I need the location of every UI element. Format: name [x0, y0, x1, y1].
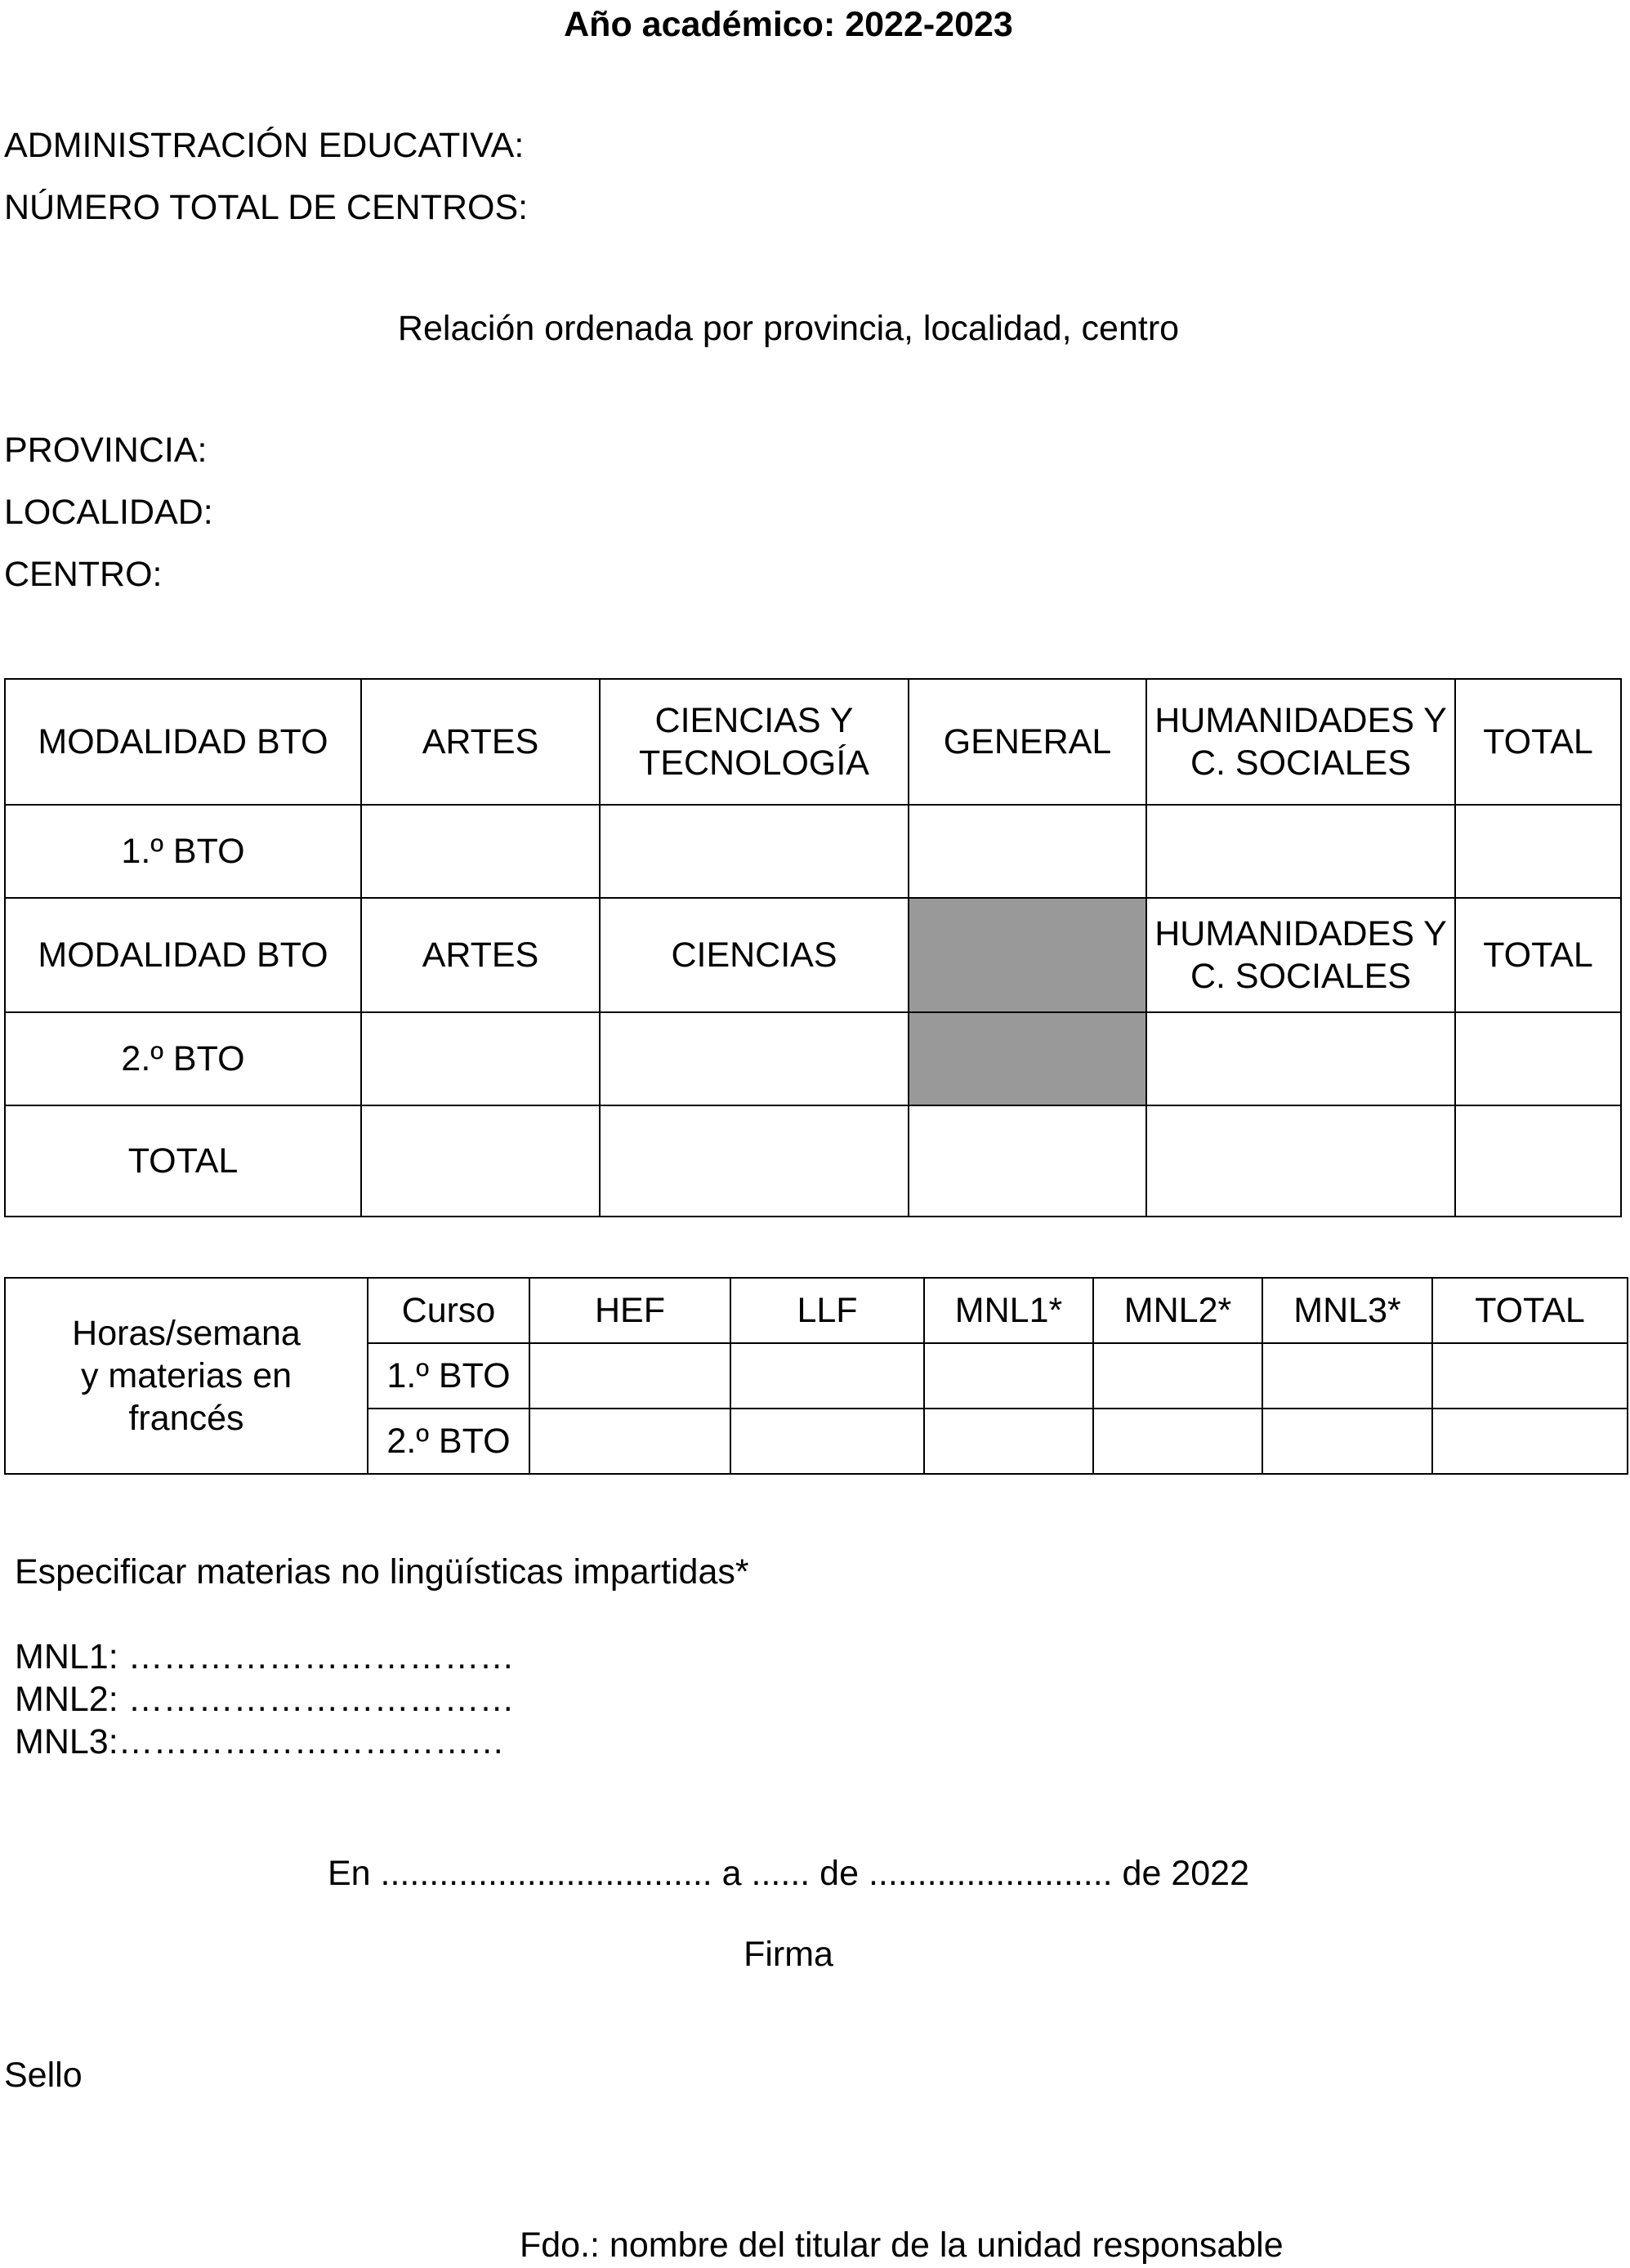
input-cell[interactable] [600, 805, 909, 898]
input-cell[interactable] [1093, 1409, 1262, 1474]
sello-label: Sello [4, 2056, 83, 2095]
humanidades-header-cell: HUMANIDADES Y C. SOCIALES [1146, 898, 1455, 1012]
input-cell[interactable] [909, 805, 1146, 898]
input-cell[interactable] [1262, 1343, 1432, 1409]
input-cell[interactable] [1146, 1012, 1455, 1105]
table-row [5, 1105, 1621, 1217]
mnl2-line: MNL2: …………………………… [15, 1680, 515, 1719]
ciencias-tecnologia-header-cell: CIENCIAS Y TECNOLOGÍA [600, 679, 909, 805]
bto-modality-table [4, 678, 1622, 1217]
total-row-label-cell: TOTAL [5, 1105, 361, 1217]
mnl1-header-cell: MNL1* [924, 1278, 1093, 1343]
input-cell[interactable] [361, 805, 600, 898]
fdo-line: Fdo.: nombre del titular de la unidad responsable [520, 2226, 1284, 2265]
input-cell[interactable] [600, 1012, 909, 1105]
llf-header-cell: LLF [730, 1278, 924, 1343]
input-cell[interactable] [529, 1343, 730, 1409]
province-label: PROVINCIA: [4, 431, 208, 470]
ciencias-header-cell: CIENCIAS [600, 898, 909, 1012]
input-cell[interactable] [1432, 1409, 1628, 1474]
input-cell[interactable] [1262, 1409, 1432, 1474]
subjects-heading: Especificar materias no lingüísticas impartidas* [15, 1552, 749, 1592]
total-header-cell: TOTAL [1455, 898, 1621, 1012]
table-row [5, 898, 1621, 1012]
first-bto-label-cell: 1.º BTO [368, 1343, 529, 1409]
input-cell[interactable] [361, 1012, 600, 1105]
relation-caption: Relación ordenada por provincia, localidad, centro [397, 309, 1180, 348]
hours-side-label-text: Horas/semana y materias en francés [72, 1314, 301, 1438]
mnl2-header-cell: MNL2* [1093, 1278, 1262, 1343]
input-cell[interactable] [730, 1343, 924, 1409]
input-cell[interactable] [1432, 1343, 1628, 1409]
academic-year-title: Año académico: 2022-2023 [564, 5, 1013, 44]
first-bto-label-cell: 1.º BTO [5, 805, 361, 898]
place-date-line: En .................................. a ...... de ......................... de 2022 [328, 1854, 1249, 1893]
shaded-cell [909, 1012, 1146, 1105]
total-centers-label: NÚMERO TOTAL DE CENTROS: [4, 188, 529, 227]
table-row [5, 1012, 1621, 1105]
firma-label: Firma [744, 1935, 833, 1974]
hef-header-cell: HEF [529, 1278, 730, 1343]
input-cell[interactable] [361, 1105, 600, 1217]
modality-header-cell: MODALIDAD BTO [5, 898, 361, 1012]
education-admin-label: ADMINISTRACIÓN EDUCATIVA: [4, 126, 525, 165]
table-row [5, 805, 1621, 898]
second-bto-label-cell: 2.º BTO [368, 1409, 529, 1474]
input-cell[interactable] [730, 1409, 924, 1474]
table-row [5, 1278, 1628, 1343]
shaded-cell [909, 898, 1146, 1012]
humanidades-header-cell: HUMANIDADES Y C. SOCIALES [1146, 679, 1455, 805]
input-cell[interactable] [529, 1409, 730, 1474]
modality-header-cell: MODALIDAD BTO [5, 679, 361, 805]
mnl3-line: MNL3:…………………………… [15, 1722, 505, 1761]
locality-label: LOCALIDAD: [4, 493, 213, 532]
artes-header-cell: ARTES [361, 898, 600, 1012]
table-row [5, 679, 1621, 805]
input-cell[interactable] [1093, 1343, 1262, 1409]
hours-side-label [5, 1278, 368, 1474]
input-cell[interactable] [909, 1105, 1146, 1217]
mnl3-header-cell: MNL3* [1262, 1278, 1432, 1343]
input-cell[interactable] [1455, 1012, 1621, 1105]
input-cell[interactable] [924, 1343, 1093, 1409]
input-cell[interactable] [1455, 1105, 1621, 1217]
hours-french-table [4, 1277, 1628, 1475]
mnl1-line: MNL1: …………………………… [15, 1637, 515, 1676]
general-header-cell: GENERAL [909, 679, 1146, 805]
total-header-cell: TOTAL [1432, 1278, 1628, 1343]
input-cell[interactable] [924, 1409, 1093, 1474]
center-label: CENTRO: [4, 555, 163, 594]
second-bto-label-cell: 2.º BTO [5, 1012, 361, 1105]
input-cell[interactable] [1455, 805, 1621, 898]
input-cell[interactable] [1146, 805, 1455, 898]
curso-header-cell: Curso [368, 1278, 529, 1343]
total-header-cell: TOTAL [1455, 679, 1621, 805]
input-cell[interactable] [600, 1105, 909, 1217]
artes-header-cell: ARTES [361, 679, 600, 805]
input-cell[interactable] [1146, 1105, 1455, 1217]
